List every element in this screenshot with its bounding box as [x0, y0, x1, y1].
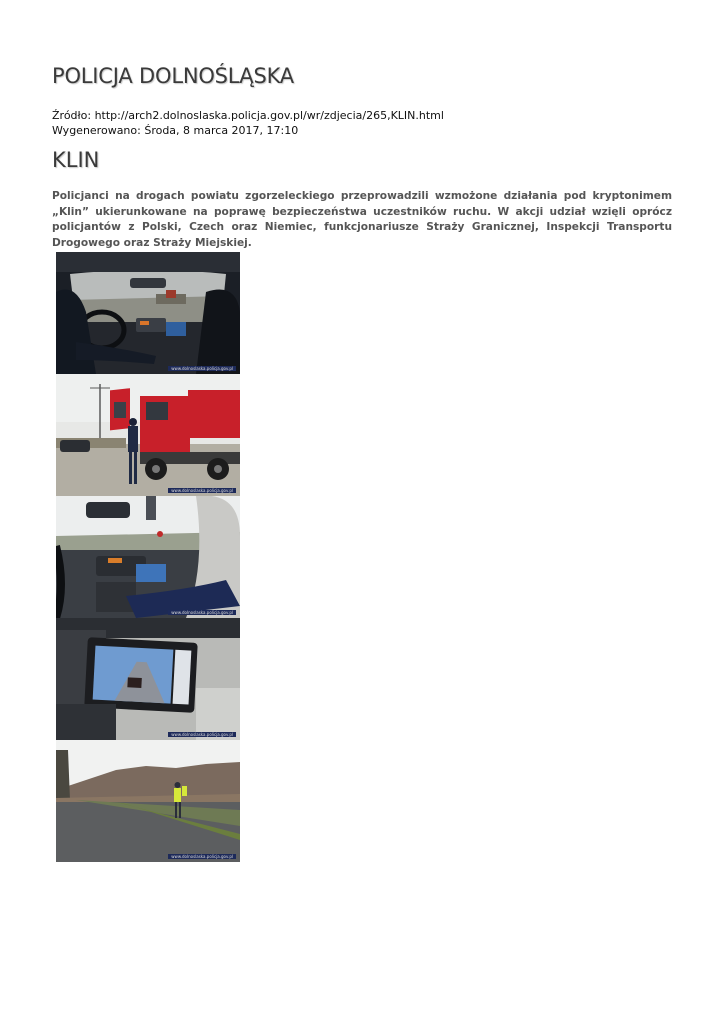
- photo-watermark: www.dolnoslaska.policja.gov.pl: [168, 366, 236, 371]
- article-heading: KLIN: [52, 148, 100, 172]
- photo-gallery: [56, 252, 240, 862]
- generated-line: Wygenerowano: Środa, 8 marca 2017, 17:10: [52, 124, 299, 137]
- photo-roadside-officer: [56, 740, 240, 862]
- photo-patrol-dashboard: [56, 496, 240, 618]
- page-title: POLICJA DOLNOŚLĄSKA: [52, 64, 294, 88]
- document-meta: [52, 108, 444, 138]
- photo-officer-driving: [56, 252, 240, 374]
- photo-watermark: www.dolnoslaska.policja.gov.pl: [168, 488, 236, 493]
- article-lead: Policjanci na drogach powiatu zgorzeleckiego przeprowadzili wzmożone działania pod kryptonimem „Klin” ukierunkowane na poprawę bezpieczeństwa uczestników ruchu. W akcji udział wzięli oprócz policjantów z Polski, Czech oraz Niemiec, funkcjonariusze Straży Granicznej, Inspekcji Transportu Drogowego oraz Straży Miejskiej.: [52, 190, 672, 249]
- photo-watermark: www.dolnoslaska.policja.gov.pl: [168, 854, 236, 859]
- photo-watermark: www.dolnoslaska.policja.gov.pl: [168, 732, 236, 737]
- photo-video-monitor: [56, 618, 240, 740]
- photo-watermark: www.dolnoslaska.policja.gov.pl: [168, 610, 236, 615]
- source-line: Źródło: http://arch2.dolnoslaska.policja.gov.pl/wr/zdjecia/265,KLIN.html: [52, 109, 444, 122]
- photo-truck-inspection: [56, 374, 240, 496]
